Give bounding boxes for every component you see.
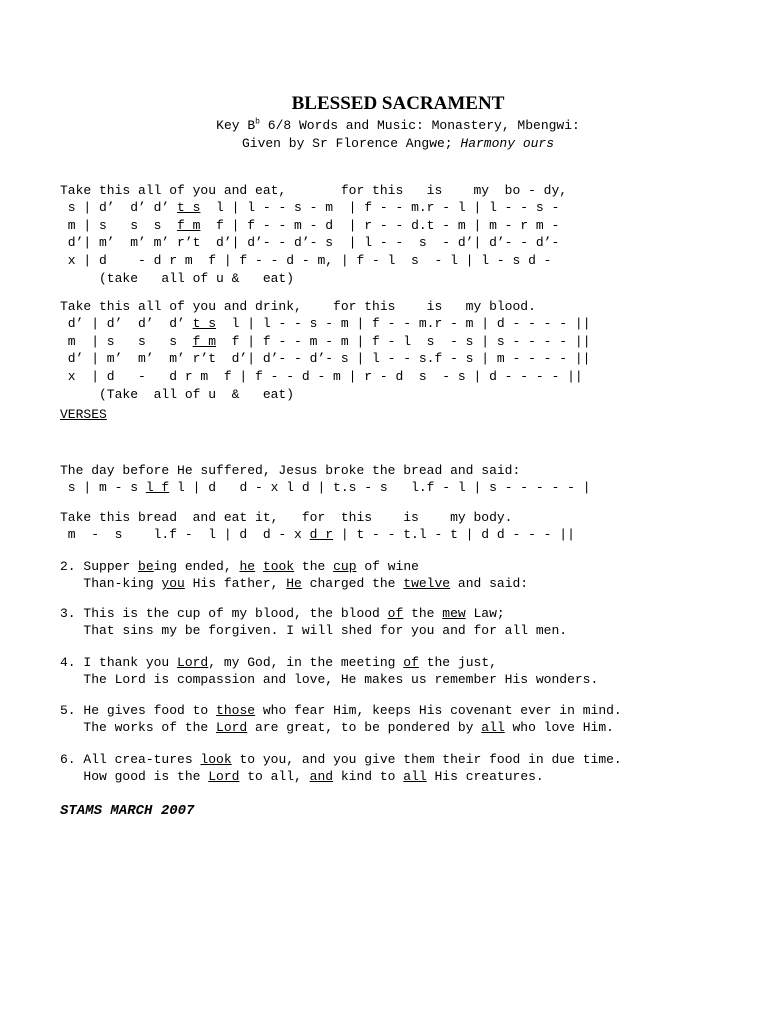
verse-2-line-1: 2. Supper being ended, he took the cup of wine <box>60 558 419 574</box>
verse-1b-words: Take this bread and eat it, for this is my body. <box>60 509 513 525</box>
chorus-1-words: Take this all of you and eat, for this is my bo - dy, <box>60 182 568 198</box>
verse-1b-notes: m - s l.f - l | d d - x d r | t - - t.l - t | d d - - - || <box>60 527 575 543</box>
verse-1-notes: s | m - s l f l | d d - x l d | t.s - s l.f - l | s - - - - - | <box>60 480 591 496</box>
chorus-2-tenor: d’ | m’ m’ m’ r’t d’| d’- - d’- s | l - - s.f - s | m - - - - || <box>60 351 591 367</box>
chorus-2-bass: x | d - d r m f | f - - d - m | r - d s - s | d - - - - || <box>60 368 583 384</box>
verses-heading: VERSES <box>60 407 107 422</box>
verse-2-line-2: Than-king you His father, He charged the twelve and said: <box>60 576 529 592</box>
verse-4-line-1: 4. I thank you Lord, my God, in the meeting of the just, <box>60 654 497 670</box>
verse-4-line-2: The Lord is compassion and love, He makes us remember His wonders. <box>60 672 599 688</box>
footer-signature: STAMS MARCH 2007 <box>60 803 195 819</box>
key-line: Key $B^b$ 6/8 Words and Music: Monastery, Mbengwi: <box>216 117 580 133</box>
verse-5-line-2: The works of the Lord are great, to be pondered by all who love Him. <box>60 720 614 736</box>
song-title: BLESSED SACRAMENT <box>291 93 505 114</box>
chorus-2-words: Take this all of you and drink, for this is my blood. <box>60 298 536 314</box>
verse-3-line-1: 3. This is the cup of my blood, the blood of the mew Law; <box>60 605 505 621</box>
verse-6-line-1: 6. All crea-tures look to you, and you give them their food in due time. <box>60 751 622 767</box>
chorus-1-repeat: (take all of u & eat) <box>60 270 295 286</box>
verse-1-words: The day before He suffered, Jesus broke the bread and said: <box>60 462 521 478</box>
verse-5-line-1: 5. He gives food to those who fear Him, keeps His covenant ever in mind. <box>60 702 622 718</box>
verse-6-line-2: How good is the Lord to all, and kind to all His creatures. <box>60 769 544 785</box>
chorus-2 <box>60 280 591 438</box>
chorus-1-tenor: d’| m’ m’ m’ r’t d’| d’- - d’- s | l - - s - d’| d’- - d’- <box>60 235 560 251</box>
given-by-line: Given by Sr Florence Angwe; Harmony ours <box>241 136 555 151</box>
chorus-2-soprano: d’ | d’ d’ d’ t s l | l - - s - m | f - - m.r - m | d - - - - || <box>60 316 591 332</box>
chorus-2-repeat: (Take all of u & eat) <box>60 386 295 402</box>
chorus-1-bass: x | d - d r m f | f - - d - m, | f - l s - l | l - s d - <box>60 252 552 268</box>
verse-3-line-2: That sins my be forgiven. I will shed for you and for all men. <box>60 623 568 639</box>
chorus-1-soprano: s | d’ d’ d’ t s l | l - - s - m | f - - m.r - l | l - - s - <box>60 200 560 216</box>
chorus-1-alto: m | s s s f m f | f - - m - d | r - - d.t - m | m - r m - <box>60 217 560 233</box>
chorus-2-alto: m | s s s f m f | f - - m - m | f - l s - s | s - - - - || <box>60 333 591 349</box>
